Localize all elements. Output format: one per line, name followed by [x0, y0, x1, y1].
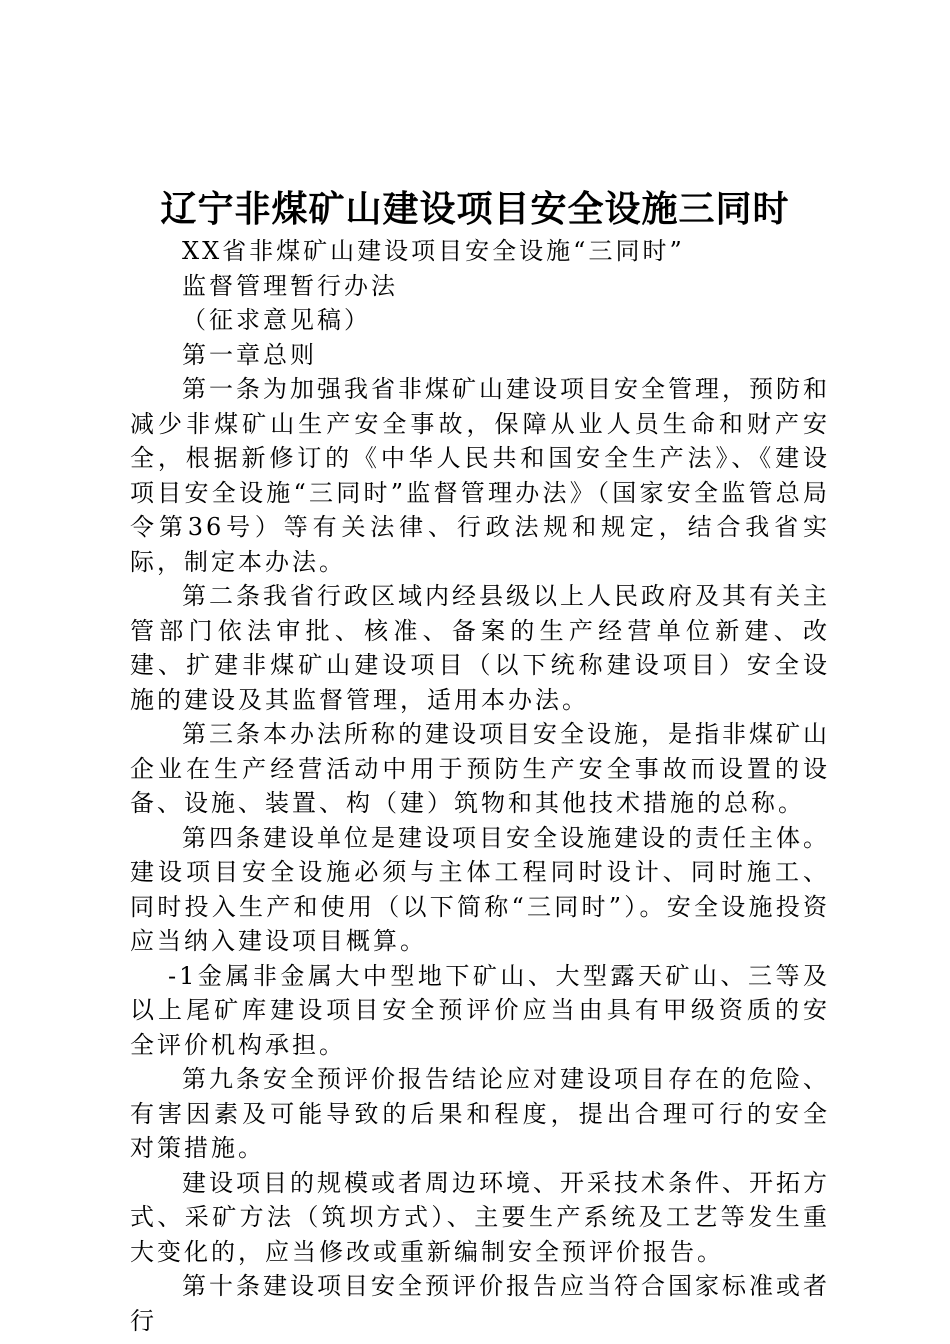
article-paragraph: 第一条为加强我省非煤矿山建设项目安全管理，预防和减少非煤矿山生产安全事故，保障从业人员生命和财产安全，根据新修订的《中华人民共和国安全生产法》、《建设项目安全设施“三同时”监督管理办法》（国家安全监管总局令第36号）等有关法律、行政法规和规定，结合我省实际，制定本办法。 [130, 375, 830, 576]
notice-title-line-2: 监督管理暂行办法 [182, 271, 398, 300]
document-body [130, 234, 830, 1338]
article-paragraph: 建设项目的规模或者周边环境、开采技术条件、开拓方式、采矿方法（筑坝方式）、主要生产系统及工艺等发生重大变化的，应当修改或重新编制安全预评价报告。 [130, 1168, 830, 1266]
document-title: 辽宁非煤矿山建设项目安全设施三同时 [160, 189, 790, 230]
article-paragraph: 第四条建设单位是建设项目安全设施建设的责任主体。建设项目安全设施必须与主体工程同时设计、同时施工、同时投入生产和使用（以下简称“三同时”）。安全设施投资应当纳入建设项目概算。 [130, 823, 830, 955]
article-paragraph: -1金属非金属大中型地下矿山、大型露天矿山、三等及以上尾矿库建设项目安全预评价应当由具有甲级资质的安全评价机构承担。 [130, 961, 830, 1059]
article-paragraph: 第九条安全预评价报告结论应对建设项目存在的危险、有害因素及可能导致的后果和程度，提出合理可行的安全对策措施。 [130, 1065, 830, 1162]
chapter-heading: 第一章总则 [182, 340, 317, 369]
article-paragraph: 第三条本办法所称的建设项目安全设施，是指非煤矿山企业在生产经营活动中用于预防生产安全事故而设置的设备、设施、装置、构（建）筑物和其他技术措施的总称。 [130, 720, 830, 817]
article-paragraph: 第十条建设项目安全预评价报告应当符合国家标准或者行 [130, 1272, 830, 1335]
notice-title-line-1: XX省非煤矿山建设项目安全设施“三同时” [182, 237, 685, 265]
article-paragraph: 第二条我省行政区域内经县级以上人民政府及其有关主管部门依法审批、核准、备案的生产经营单位新建、改建、扩建非煤矿山建设项目（以下统称建设项目）安全设施的建设及其监督管理，适用本办法。 [130, 582, 830, 714]
draft-note: （征求意见稿） [182, 306, 371, 334]
